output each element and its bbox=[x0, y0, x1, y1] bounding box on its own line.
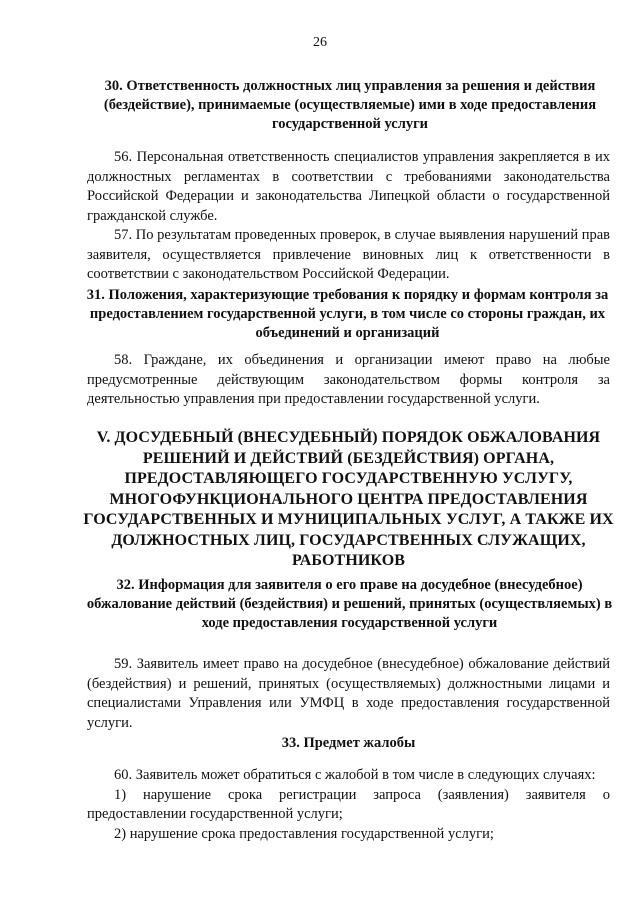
section-30-body bbox=[87, 148, 610, 285]
paragraph-60: 60. Заявитель может обратиться с жалобой в том числе в следующих случаях: bbox=[114, 767, 596, 783]
section-33-heading: 33. Предмет жалобы bbox=[281, 735, 416, 751]
paragraph-56: 56. Персональная ответственность специалистов управления закрепляется в их должностных регламентах в соответствии с требованиями законодательства Российской Федерации и законодательства Липецкой области о государственной гражданской службе. bbox=[87, 149, 610, 224]
paragraph-57: 57. По результатам проведенных проверок, в случае выявления нарушений прав заявителя, осуществляется привлечение виновных лиц к ответственности в соответствии с законодательством Российской Федерации. bbox=[87, 227, 610, 282]
section-31-heading: 31. Положения, характеризующие требования к порядку и формам контроля за предоставлением государственной услуги, в том числе со стороны граждан, их объединений и организаций bbox=[86, 287, 609, 341]
chapter-5-heading: V. ДОСУДЕБНЫЙ (ВНЕСУДЕБНЫЙ) ПОРЯДОК ОБЖАЛОВАНИЯ РЕШЕНИЙ И ДЕЙСТВИЙ (БЕЗДЕЙСТВИЯ) ОРГАНА, ПРЕДОСТАВЛЯЮЩЕГО ГОСУДАРСТВЕННУЮ УСЛУГУ, МНОГОФУНКЦИОНАЛЬНОГО ЦЕНТРА ПРЕДОСТАВЛЕНИЯ ГОСУДАРСТВЕННЫХ И МУНИЦИПАЛЬНЫХ УСЛУГ, А ТАКЖЕ ИХ ДОЛЖНОСТНЫХ ЛИЦ, ГОСУДАРСТВЕННЫХ СЛУЖАЩИХ, РАБОТНИКОВ bbox=[83, 429, 614, 569]
section-32 bbox=[77, 576, 622, 633]
section-33-body bbox=[87, 766, 610, 844]
paragraph-58: 58. Граждане, их объединения и организации имеют право на любые предусмотренные действующим законодательством формы контроля за деятельностью управления при предоставлении государственной услуги. bbox=[87, 352, 610, 407]
section-31-body bbox=[87, 351, 610, 410]
section-32-body bbox=[87, 655, 610, 733]
list-item-2: 2) нарушение срока предоставления государственной услуги; bbox=[114, 825, 494, 842]
section-30 bbox=[81, 77, 619, 134]
paragraph-59: 59. Заявитель имеет право на досудебное (внесудебное) обжалование действий (бездействия) и решений, принятых (осуществляемых) должностными лицами и специалистами Управления или УМФЦ в ходе предоставления государственной услуги. bbox=[87, 656, 610, 731]
section-32-heading: 32. Информация для заявителя о его праве на досудебное (внесудебное) обжалование действий (бездействия) и решений, принятых (осуществляемых) в ходе предоставления государственной услуги bbox=[86, 577, 613, 631]
list-item-1: 1) нарушение срока регистрации запроса (заявления) заявителя о предоставлении государственной услуги; bbox=[87, 786, 610, 822]
chapter-5 bbox=[77, 428, 620, 572]
page-number: 26 bbox=[313, 35, 327, 50]
section-31 bbox=[75, 286, 620, 343]
section-33 bbox=[87, 734, 610, 753]
section-30-heading: 30. Ответственность должностных лиц управления за решения и действия (бездействие), принимаемые (осуществляемые) ими в ходе предоставления государственной услуги bbox=[103, 78, 597, 132]
